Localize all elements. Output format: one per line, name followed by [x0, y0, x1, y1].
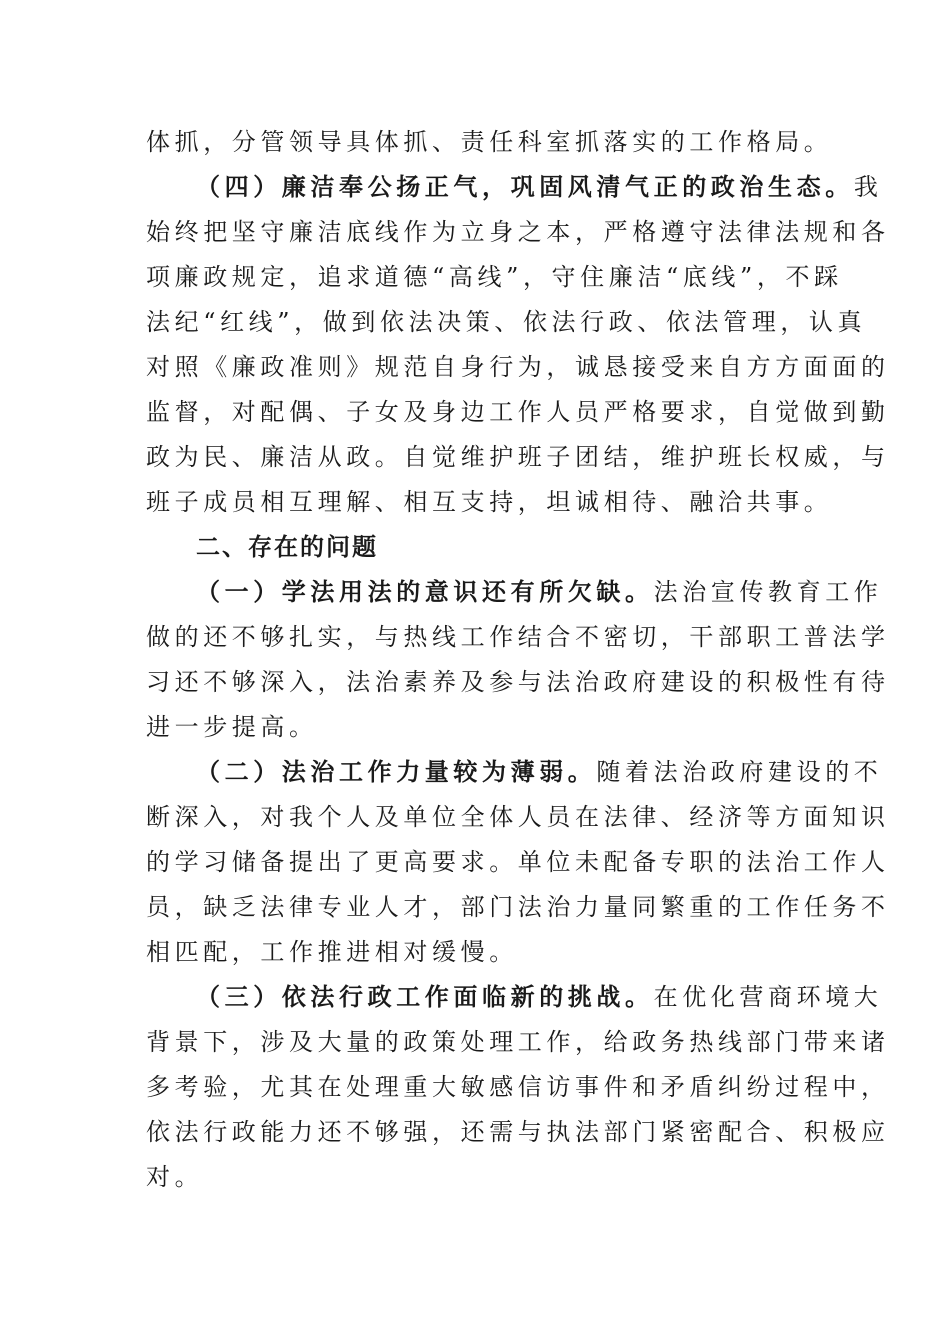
text-line [146, 122, 833, 162]
text-line [146, 437, 890, 477]
section-heading-text: 二、存在的问题 [196, 533, 378, 561]
text-line [146, 617, 890, 657]
text-line [146, 347, 890, 387]
text-span: 政为民、廉洁从政。自觉维护班子团结，维护班长权威，与 [146, 443, 890, 471]
subheading-two: （二）法治工作力量较为薄弱。 [196, 757, 597, 786]
text-line [146, 1067, 890, 1107]
text-line [146, 257, 843, 297]
text-span: 员，缺乏法律专业人才，部门法治力量同繁重的工作任务不 [146, 893, 890, 921]
text-line [146, 392, 890, 432]
text-line [146, 212, 890, 252]
text-span: 我 [853, 173, 883, 201]
text-span: 相匹配，工作推进相对缓慢。 [146, 938, 518, 966]
text-line [146, 302, 867, 342]
subheading-four: （四）廉洁奉公扬正气，巩固风清气正的政治生态。 [196, 172, 854, 201]
text-span: 背景下，涉及大量的政策处理工作，给政务热线部门带来诸 [146, 1028, 890, 1056]
text-span: 体抓，分管领导具体抓、责任科室抓落实的工作格局。 [146, 128, 833, 156]
subheading-line [196, 752, 883, 792]
text-span: 法纪“红线”，做到依法决策、依法行政、依法管理，认真 [146, 308, 867, 336]
text-span: 在优化营商环境大 [653, 983, 883, 1011]
text-line [146, 707, 816, 747]
text-line [146, 797, 890, 837]
subheading-one: （一）学法用法的意识还有所欠缺。 [196, 577, 654, 606]
text-line [146, 887, 890, 927]
section-heading [196, 527, 816, 567]
text-span: 班子成员相互理解、相互支持，坦诚相待、融洽共事。 [146, 488, 833, 516]
text-span: 的学习储备提出了更高要求。单位未配备专职的法治工作人 [146, 848, 890, 876]
text-span: 做的还不够扎实，与热线工作结合不密切，干部职工普法学 [146, 623, 890, 651]
text-span: 始终把坚守廉洁底线作为立身之本，严格遵守法律法规和各 [146, 218, 890, 246]
subheading-three: （三）依法行政工作面临新的挑战。 [196, 982, 654, 1011]
text-line [146, 1022, 890, 1062]
text-span: 对。 [146, 1163, 204, 1191]
subheading-line [196, 572, 883, 612]
text-line [146, 842, 890, 882]
text-line [146, 1157, 816, 1197]
subheading-line [196, 977, 883, 1017]
text-line [146, 662, 890, 702]
text-span: 习还不够深入，法治素养及参与法治政府建设的积极性有待 [146, 668, 890, 696]
text-line [146, 932, 816, 972]
text-span: 对照《廉政准则》规范自身行为，诚恳接受来自方方面面的 [146, 353, 890, 381]
text-line [146, 1112, 890, 1152]
text-span: 依法行政能力还不够强，还需与执法部门紧密配合、积极应 [146, 1118, 890, 1146]
text-line [146, 482, 833, 522]
text-span: 法治宣传教育工作 [653, 578, 883, 606]
text-span: 进一步提高。 [146, 713, 318, 741]
text-span: 随着法治政府建设的不 [596, 758, 883, 786]
text-span: 断深入，对我个人及单位全体人员在法律、经济等方面知识 [146, 803, 890, 831]
text-span: 多考验，尤其在处理重大敏感信访事件和矛盾纠纷过程中， [146, 1073, 890, 1101]
text-span: 监督，对配偶、子女及身边工作人员严格要求，自觉做到勤 [146, 398, 890, 426]
subheading-line [196, 167, 883, 207]
text-span: 项廉政规定，追求道德“高线”，守住廉洁“底线”，不踩 [146, 263, 843, 291]
